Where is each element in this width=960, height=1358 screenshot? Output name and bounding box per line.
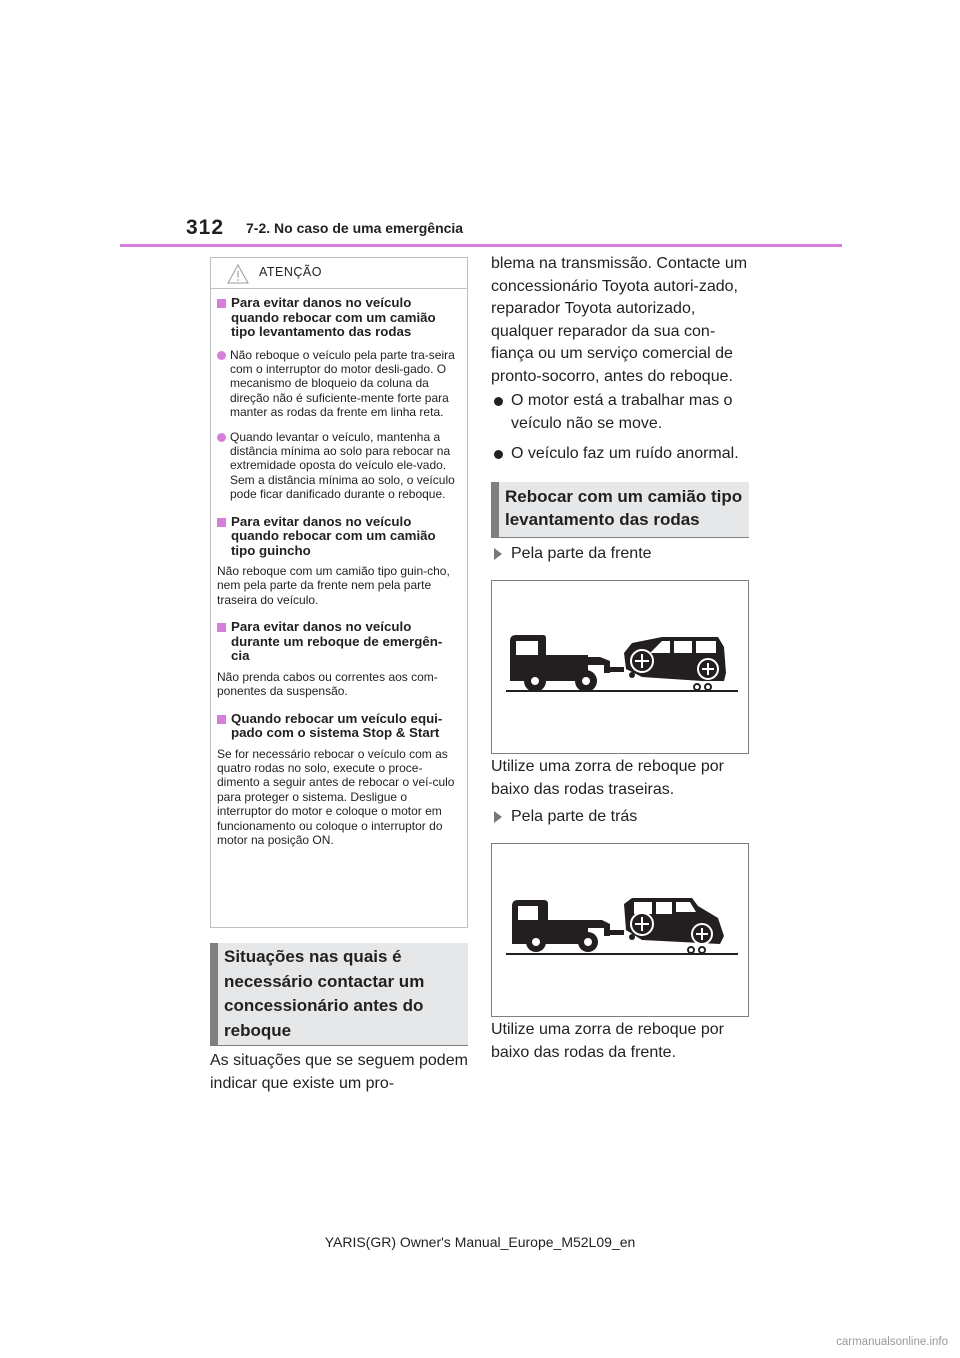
bullet-icon	[494, 450, 503, 459]
tow-front-label: Pela parte da frente	[491, 543, 753, 566]
page-number: 312	[186, 216, 225, 239]
circle-bullet-icon	[217, 433, 226, 442]
warning-text: Não prenda cabos ou correntes aos com-ponentes da suspensão.	[217, 669, 438, 699]
warning-text: Se for necessário rebocar o veículo com as quatro rodas no solo, execute o proce-dimento a seguir antes de rebocar o veí-culo para proteger o sistema. Desligue o interruptor do motor e coloque o motor em funcionamento ou coloque o interruptor do motor na posição ON.	[217, 746, 455, 848]
header-divider	[120, 244, 842, 247]
bullet-icon	[494, 397, 503, 406]
tow-rear-label: Pela parte de trás	[491, 806, 753, 829]
warning-triangle-icon	[227, 264, 249, 284]
footer-manual-id: YARIS(GR) Owner's Manual_Europe_M52L09_en	[324, 1234, 636, 1250]
towing-heading-box	[491, 482, 749, 538]
tow-front-figure	[491, 580, 749, 754]
right-paragraph: blema na transmissão. Contacte um concessionário Toyota autori-zado, reparador Toyota autorizado, qualquer reparador da sua con-fiança ou um serviço comercial de pronto-socorro, antes do reboque.	[491, 255, 748, 385]
list-item: O veículo faz um ruído anormal.	[491, 443, 753, 466]
right-bullet-list	[491, 390, 753, 466]
tow-front-caption: Utilize uma zorra de reboque por baixo das rodas traseiras.	[491, 758, 725, 798]
warning-text: Não reboque com um camião tipo guin-cho, nem pela parte da frente nem pela parte traseira do veículo.	[217, 564, 450, 607]
watermark: carmanualsonline.info	[836, 1336, 948, 1348]
warning-header	[211, 258, 467, 289]
circle-bullet-icon	[217, 351, 226, 360]
warning-bullet: Não reboque o veículo pela parte tra-seira com o interruptor do motor desli-gado. O mecanismo de bloqueio da coluna da direção não é suficiente-mente forte para manter as rodas da frente em linha reta.	[217, 348, 457, 420]
warning-title: ATENÇÃO	[259, 265, 322, 279]
square-bullet-icon	[217, 623, 226, 632]
square-bullet-icon	[217, 299, 226, 308]
section-title: 7-2. No caso de uma emergência	[246, 220, 464, 236]
warning-heading: Para evitar danos no veículo quando rebocar com um camião tipo guincho	[217, 515, 457, 559]
situations-heading: Situações nas quais é necessário contactar um concessionário antes do reboque	[224, 947, 425, 1040]
warning-heading: Para evitar danos no veículo quando rebocar com um camião tipo levantamento das rodas	[217, 296, 457, 340]
tow-rear-figure	[491, 843, 749, 1017]
square-bullet-icon	[217, 518, 226, 527]
towing-heading: Rebocar com um camião tipo levantamento das rodas	[505, 487, 743, 529]
warning-heading: Para evitar danos no veículo durante um reboque de emergên-cia	[217, 620, 457, 664]
tow-truck-rear-illustration	[492, 844, 748, 1016]
left-paragraph: As situações que se seguem podem indicar que existe um pro-	[210, 1052, 468, 1092]
warning-content	[211, 289, 467, 847]
list-item: O motor está a trabalhar mas o veículo não se move.	[491, 390, 753, 435]
warning-box	[210, 257, 468, 928]
warning-bullet: Quando levantar o veículo, mantenha a distância mínima ao solo para rebocar na extremidade oposta do veículo ele-vado. Sem a distância mínima ao solo, o veículo pode ficar danificado durante o reboque.	[217, 430, 457, 502]
triangle-pointer-icon	[494, 548, 502, 560]
warning-heading: Quando rebocar um veículo equi-pado com o sistema Stop & Start	[217, 712, 457, 741]
square-bullet-icon	[217, 715, 226, 724]
situations-heading-box	[210, 943, 468, 1046]
triangle-pointer-icon	[494, 811, 502, 823]
tow-truck-front-illustration	[492, 581, 748, 753]
tow-rear-caption: Utilize uma zorra de reboque por baixo das rodas da frente.	[491, 1021, 725, 1061]
